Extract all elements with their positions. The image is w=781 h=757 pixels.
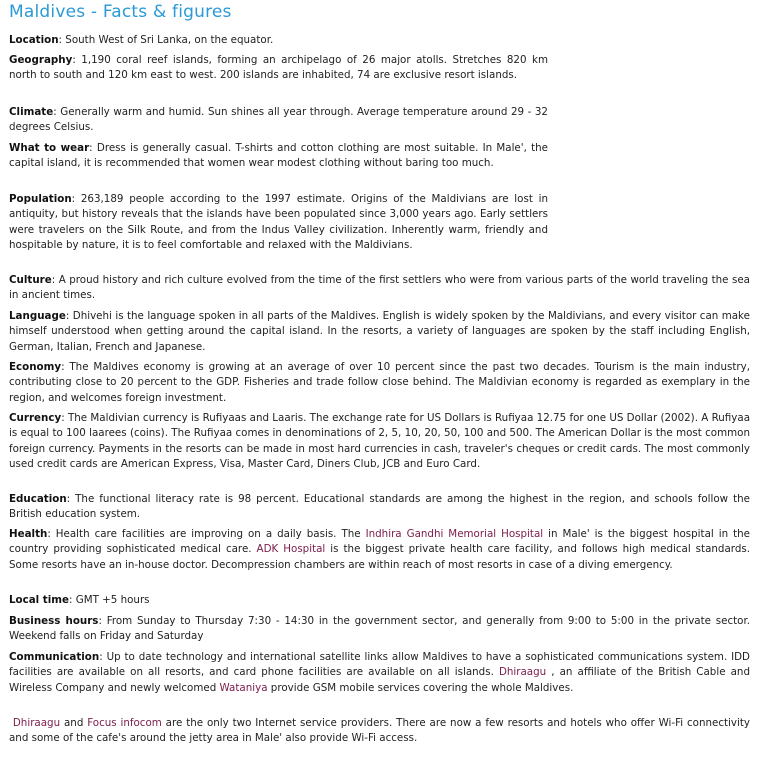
adk-hospital-link[interactable]: ADK Hospital: [256, 543, 326, 556]
page-title: Maldives - Facts & figures: [9, 2, 232, 22]
business-label: Business hours: [9, 615, 99, 627]
localtime-label: Local time: [9, 594, 69, 606]
location-paragraph: Location: South West of Sri Lanka, on the equator.: [9, 34, 274, 46]
economy-paragraph: Economy: The Maldives economy is growing at an average of over 10 percent since the past two decades. Tourism is the main industry, contributing close to 20 percent to the GDP. Fisheries and trade follow close behind. The Maldivian economy is regarded as exemplary in the region, and welcomes foreign investment.: [9, 361, 750, 404]
geography-label: Geography: [9, 54, 73, 66]
culture-text: A proud history and rich culture evolved from the time of the first settlers who were from various parts of the world traveling the sea in ancient times.: [9, 274, 750, 302]
communication-text-2: , an affiliate of the British Cable and Wireless Company and newly welcomed: [9, 666, 750, 694]
internet-text-2: are the only two Internet service providers. There are now a few resorts and hotels who offer Wi-Fi connectivity and some of the cafe's around the jetty area in Male' also provide Wi-Fi access.: [9, 717, 750, 745]
location-label: Location: [9, 34, 59, 46]
economy-text: The Maldives economy is growing at an average of over 10 percent since the past two decades. Tourism is the main industry, contributing close to 20 percent to the GDP. Fisheries and trade follow close behind. The Maldivian economy is regarded as exemplary in the region, and welcomes foreign investment.: [9, 361, 750, 404]
currency-text: The Maldivian currency is Rufiyaas and Laaris. The exchange rate for US Dollars is Rufiyaa 12.75 for one US Dollar (2002). A Rufiyaa is equal to 100 laarees (coins). The Rufiyaa comes in denominations of 2, 5, 10, 20, 50, 100 and 500. The American Dollar is the most common foreign currency. Payments in the resorts can be made in most hard currencies in cash, traveler's cheques or credit cards. The most commonly used credit cards are American Express, Visa, Master Card, Diners Club, JCB and Euro Card.: [9, 412, 751, 470]
focus-infocom-link[interactable]: Focus infocom: [87, 717, 162, 729]
currency-label: Currency: [9, 412, 62, 424]
currency-paragraph: Currency: The Maldivian currency is Rufiyaas and Laaris. The exchange rate for US Dollars is Rufiyaa 12.75 for one US Dollar (2002). A Rufiyaa is equal to 100 laarees (coins). The Rufiyaa comes in denominations of 2, 5, 10, 20, 50, 100 and 500. The American Dollar is the most common foreign currency. Payments in the resorts can be made in most hard currencies in cash, traveler's cheques or credit cards. The most commonly used credit cards are American Express, Visa, Master Card, Diners Club, JCB and Euro Card.: [9, 412, 751, 470]
communication-text-1: Up to date technology and international satellite links allow Maldives to have a sophisticated communications system. IDD facilities are available on all resorts, and card phone facilities are available on all islands.: [9, 651, 750, 679]
population-paragraph: Population: 263,189 people according to the 1997 estimate. Origins of the Maldivians are lost in antiquity, but history reveals that the islands have been populated since 3,000 years ago. Early settlers were travelers on the Silk Route, and from the Indus Valley civilization. Inherently warm, friendly and hospitable by nature, it is to feel comfortable and relaxed with the Maldivians.: [9, 193, 548, 251]
communication-label: Communication: [9, 651, 100, 663]
geography-text: 1,190 coral reef islands, forming an archipelago of 26 major atolls. Stretches 820 km north to south and 120 km east to west. 200 islands are inhabited, 74 are exclusive resort islands.: [9, 54, 548, 82]
culture-label: Culture: [9, 274, 52, 286]
business-paragraph: Business hours: From Sunday to Thursday 7:30 - 14:30 in the government sector, and generally from 9:00 to 5:00 in the private sector. Weekend falls on Friday and Saturday: [9, 615, 751, 643]
wear-text: Dress is generally casual. T-shirts and cotton clothing are most suitable. In Male', the capital island, it is recommended that women wear modest clothing without baring too much.: [9, 142, 548, 170]
climate-label: Climate: [9, 106, 54, 118]
localtime-paragraph: Local time: GMT +5 hours: [9, 594, 150, 606]
climate-paragraph: Climate: Generally warm and humid. Sun shines all year through. Average temperature around 29 - 32 degrees Celsius.: [9, 106, 548, 134]
internet-text-1: and: [60, 717, 88, 729]
communication-text-3: provide GSM mobile services covering the whole Maldives.: [267, 681, 574, 694]
wataniya-link[interactable]: Wataniya: [219, 681, 268, 694]
language-label: Language: [9, 310, 66, 322]
culture-paragraph: Culture: A proud history and rich culture evolved from the time of the first settlers who were from various parts of the world traveling the sea in ancient times.: [9, 274, 750, 302]
health-paragraph: Health: Health care facilities are improving on a daily basis. The Indhira Gandhi Memorial Hospital in Male' is the biggest hospital in the country providing sophisticated medical care. ADK Hospital is the biggest private health care facility, and follows high medical standards. Some resorts have an in-house doctor. Decompression chambers are within reach of most resorts in case of a diving emergency.: [9, 528, 750, 571]
education-paragraph: Education: The functional literacy rate is 98 percent. Educational standards are among the highest in the region, and schools follow the British education system.: [9, 493, 751, 521]
wear-label: What to wear: [9, 142, 90, 154]
population-label: Population: [9, 193, 72, 205]
health-text-1: Health care facilities are improving on a daily basis. The: [55, 528, 366, 540]
climate-text: Generally warm and humid. Sun shines all year through. Average temperature around 29 - 32 degrees Celsius.: [9, 106, 548, 134]
location-text: South West of Sri Lanka, on the equator.: [65, 34, 274, 46]
indhira-gandhi-hospital-link[interactable]: Indhira Gandhi Memorial Hospital: [365, 528, 544, 540]
education-text: The functional literacy rate is 98 percent. Educational standards are among the highest in the region, and schools follow the British education system.: [9, 493, 751, 521]
dhiraagu-isp-link[interactable]: Dhiraagu: [12, 717, 61, 729]
education-label: Education: [9, 493, 67, 505]
language-paragraph: Language: Dhivehi is the language spoken in all parts of the Maldives. English is widely spoken by the Maldivians, and every visitor can make himself understood when getting around the capital island. In the resorts, a variety of languages are spoken by the staff including English, German, Italian, French and Japanese.: [9, 310, 750, 353]
communication-paragraph: Communication: Up to date technology and international satellite links allow Maldives to have a sophisticated communications system. IDD facilities are available on all resorts, and card phone facilities are available on all islands. Dhiraagu , an affiliate of the British Cable and Wireless Company and newly welcomed Wataniya provide GSM mobile services covering the whole Maldives.: [9, 651, 750, 694]
internet-paragraph: [9, 716, 750, 747]
economy-label: Economy: [9, 361, 62, 373]
geography-paragraph: Geography: 1,190 coral reef islands, forming an archipelago of 26 major atolls. Stretches 820 km north to south and 120 km east to west. 200 islands are inhabited, 74 are exclusive resort islands.: [9, 54, 548, 82]
wear-paragraph: What to wear: Dress is generally casual. T-shirts and cotton clothing are most suitable. In Male', the capital island, it is recommended that women wear modest clothing without baring too much.: [9, 142, 548, 170]
dhiraagu-link[interactable]: Dhiraagu: [498, 666, 547, 679]
health-text-3: is the biggest private health care facility, and follows high medical standards. Some resorts have an in-house doctor. Decompression chambers are within reach of most resorts in case of a diving emergency.: [9, 543, 750, 571]
localtime-text: GMT +5 hours: [75, 594, 150, 606]
health-text-2: in Male' is the biggest hospital in the country providing sophisticated medical care.: [9, 528, 750, 556]
business-text: From Sunday to Thursday 7:30 - 14:30 in the government sector, and generally from 9:00 to 5:00 in the private sector. Weekend falls on Friday and Saturday: [9, 615, 751, 643]
language-text: Dhivehi is the language spoken in all parts of the Maldives. English is widely spoken by the Maldivians, and every visitor can make himself understood when getting around the capital island. In the resorts, a variety of languages are spoken by the staff including English, German, Italian, French and Japanese.: [9, 310, 750, 353]
health-label: Health: [9, 528, 48, 540]
population-text: 263,189 people according to the 1997 estimate. Origins of the Maldivians are lost in antiquity, but history reveals that the islands have been populated since 3,000 years ago. Early settlers were travelers on the Silk Route, and from the Indus Valley civilization. Inherently warm, friendly and hospitable by nature, it is to feel comfortable and relaxed with the Maldivians.: [9, 193, 548, 251]
